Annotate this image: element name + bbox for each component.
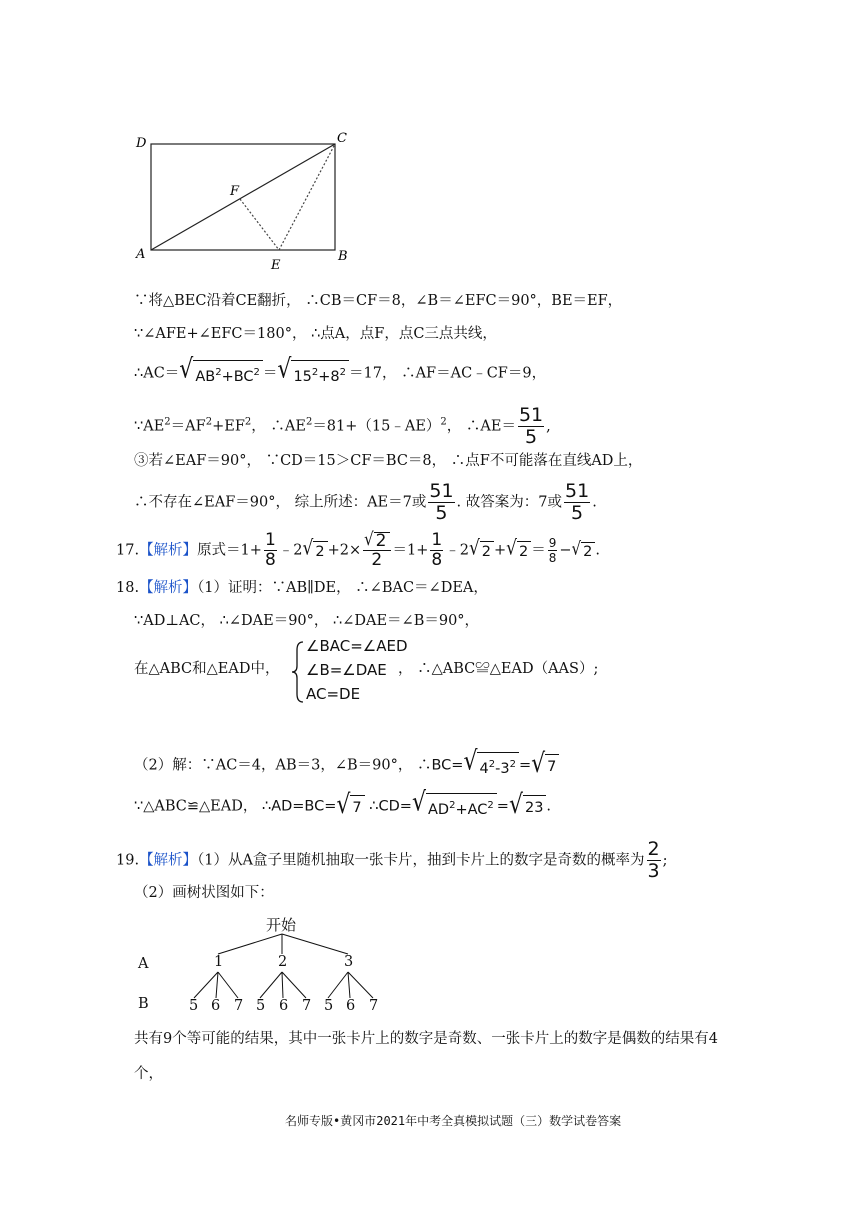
tree-b-5: 6 — [279, 998, 289, 1014]
solution-tag: 【解析】 — [139, 852, 198, 869]
sqrt-15-8: √ $15^2+8^2$ — [277, 360, 349, 387]
tree-b-8: 6 — [346, 998, 356, 1014]
q19-line-3: 共有9个等可能的结果，其中一张卡片上的数字是奇数、一张卡片上的数字是偶数的结果有4 — [134, 1031, 718, 1047]
tree-a-3: 3 — [344, 954, 354, 970]
tree-b-9: 7 — [369, 998, 379, 1014]
tree-a-2: 2 — [278, 954, 288, 970]
q19-line-4: 个， — [134, 1066, 163, 1082]
label-e: E — [271, 258, 281, 273]
solution-tag: 【解析】 — [139, 542, 198, 559]
label-a: A — [136, 247, 146, 262]
page-footer: 名师专版•黄冈市2021年中考全真模拟试题（三）数学试卷答案 — [285, 1114, 622, 1128]
tree-b-6: 7 — [302, 998, 312, 1014]
question-19: 19.【解析】（1）从A盒子里随机抽取一张卡片，抽到卡片上的数字是奇数的概率为 $\frac{2}{3}$ ; — [116, 838, 668, 882]
question-18: 18.【解析】（1）证明：∵AB∥DE， ∴∠BAC＝∠DEA， — [116, 580, 488, 596]
label-f: F — [230, 184, 240, 199]
tree-b-4: 5 — [256, 998, 266, 1014]
text-line-fold: ∵将△BEC沿着CE翻折， ∴CB＝CF＝8，∠B＝∠EFC＝90°，BE＝EF， — [134, 293, 623, 309]
tree-b-2: 6 — [211, 998, 221, 1014]
fraction-51-5: $\frac{51}{5}$ — [518, 404, 544, 448]
fraction-51-5-b: $\frac{51}{5}$ — [429, 480, 454, 524]
text-line-ac: ∴AC＝ √ $AB^2+BC^2$ ＝ √ $15^2+8^2$ ＝17， ∴AF＝AC﹣CF＝9， — [134, 354, 547, 385]
text-line-conclusion: ∴不存在∠EAF＝90°， 综上所述：AE＝7或 $\frac{51}{5}$ . 故答案为：7或 $\frac{51}{5}$ . — [134, 480, 597, 524]
q18-line-4: （2）解：∵AC＝4，AB＝3，∠B＝90°， ∴BC= √ $4^2-3^2$ = √ 7 — [134, 752, 559, 779]
tree-a-1: 1 — [214, 954, 224, 970]
solution-tag: 【解析】 — [139, 580, 198, 596]
text-line-ae-equation: $\because AE^2=AF^2+EF^2$， $\therefore AE^2=81+(15﹣AE)^2$， ∴AE＝ $\frac{51}{5}$ , — [134, 404, 551, 448]
text-line-case3: ③若∠EAF＝90°， ∵CD＝15＞CF＝BC＝8， ∴点F不可能落在直线AD上， — [134, 453, 643, 469]
q19-line-2: （2）画树状图如下： — [134, 885, 274, 901]
system-eq-2: ∠B=∠DAE — [306, 661, 387, 679]
label-b: B — [338, 249, 348, 264]
tree-root: 开始 — [266, 916, 297, 934]
text-line-collinear: ∵∠AFE+∠EFC＝180°， ∴点A，点F，点C三点共线， — [134, 326, 497, 342]
sqrt-ab-bc: √ $AB^2+BC^2$ — [179, 360, 263, 387]
tree-b-3: 7 — [234, 998, 244, 1014]
label-d: D — [136, 136, 147, 151]
tree-b-1: 5 — [189, 998, 199, 1014]
question-17: 17.【解析】原式＝1+ $\frac{1}{8}$ ﹣2 √ 2 +2× √ 2 2 ＝1+ $\frac{1}{8}$ ﹣2 √ 2 + √ 2 ＝ $\frac{9}{8}$ − √ 2 . — [116, 528, 600, 570]
system-eq-1: ∠BAC=∠AED — [306, 637, 408, 655]
fraction-51-5-c: $\frac{51}{5}$ — [565, 480, 590, 524]
label-c: C — [337, 131, 347, 146]
q18-line-3b: ， ∴△ABC≌△EAD（AAS）; — [398, 661, 599, 677]
q18-line-5: ∵△ABC≌△EAD， ∴AD=BC= √ 7 ∴CD= √ $AD^2+AC^2$ = √ 23 . — [134, 787, 552, 821]
tree-row-a-label: A — [138, 956, 149, 972]
tree-row-b-label: B — [138, 996, 149, 1012]
system-eq-3: AC=DE — [306, 685, 361, 703]
brace — [291, 640, 305, 704]
tree-b-7: 5 — [324, 998, 334, 1014]
q18-line-3a: 在△ABC和△EAD中， — [134, 661, 280, 677]
q18-line-2: ∵AD⊥AC， ∴∠DAE＝90°， ∴∠DAE＝∠B＝90°， — [134, 613, 480, 629]
rectangle-figure — [130, 128, 360, 278]
tree-diagram — [130, 914, 390, 1014]
